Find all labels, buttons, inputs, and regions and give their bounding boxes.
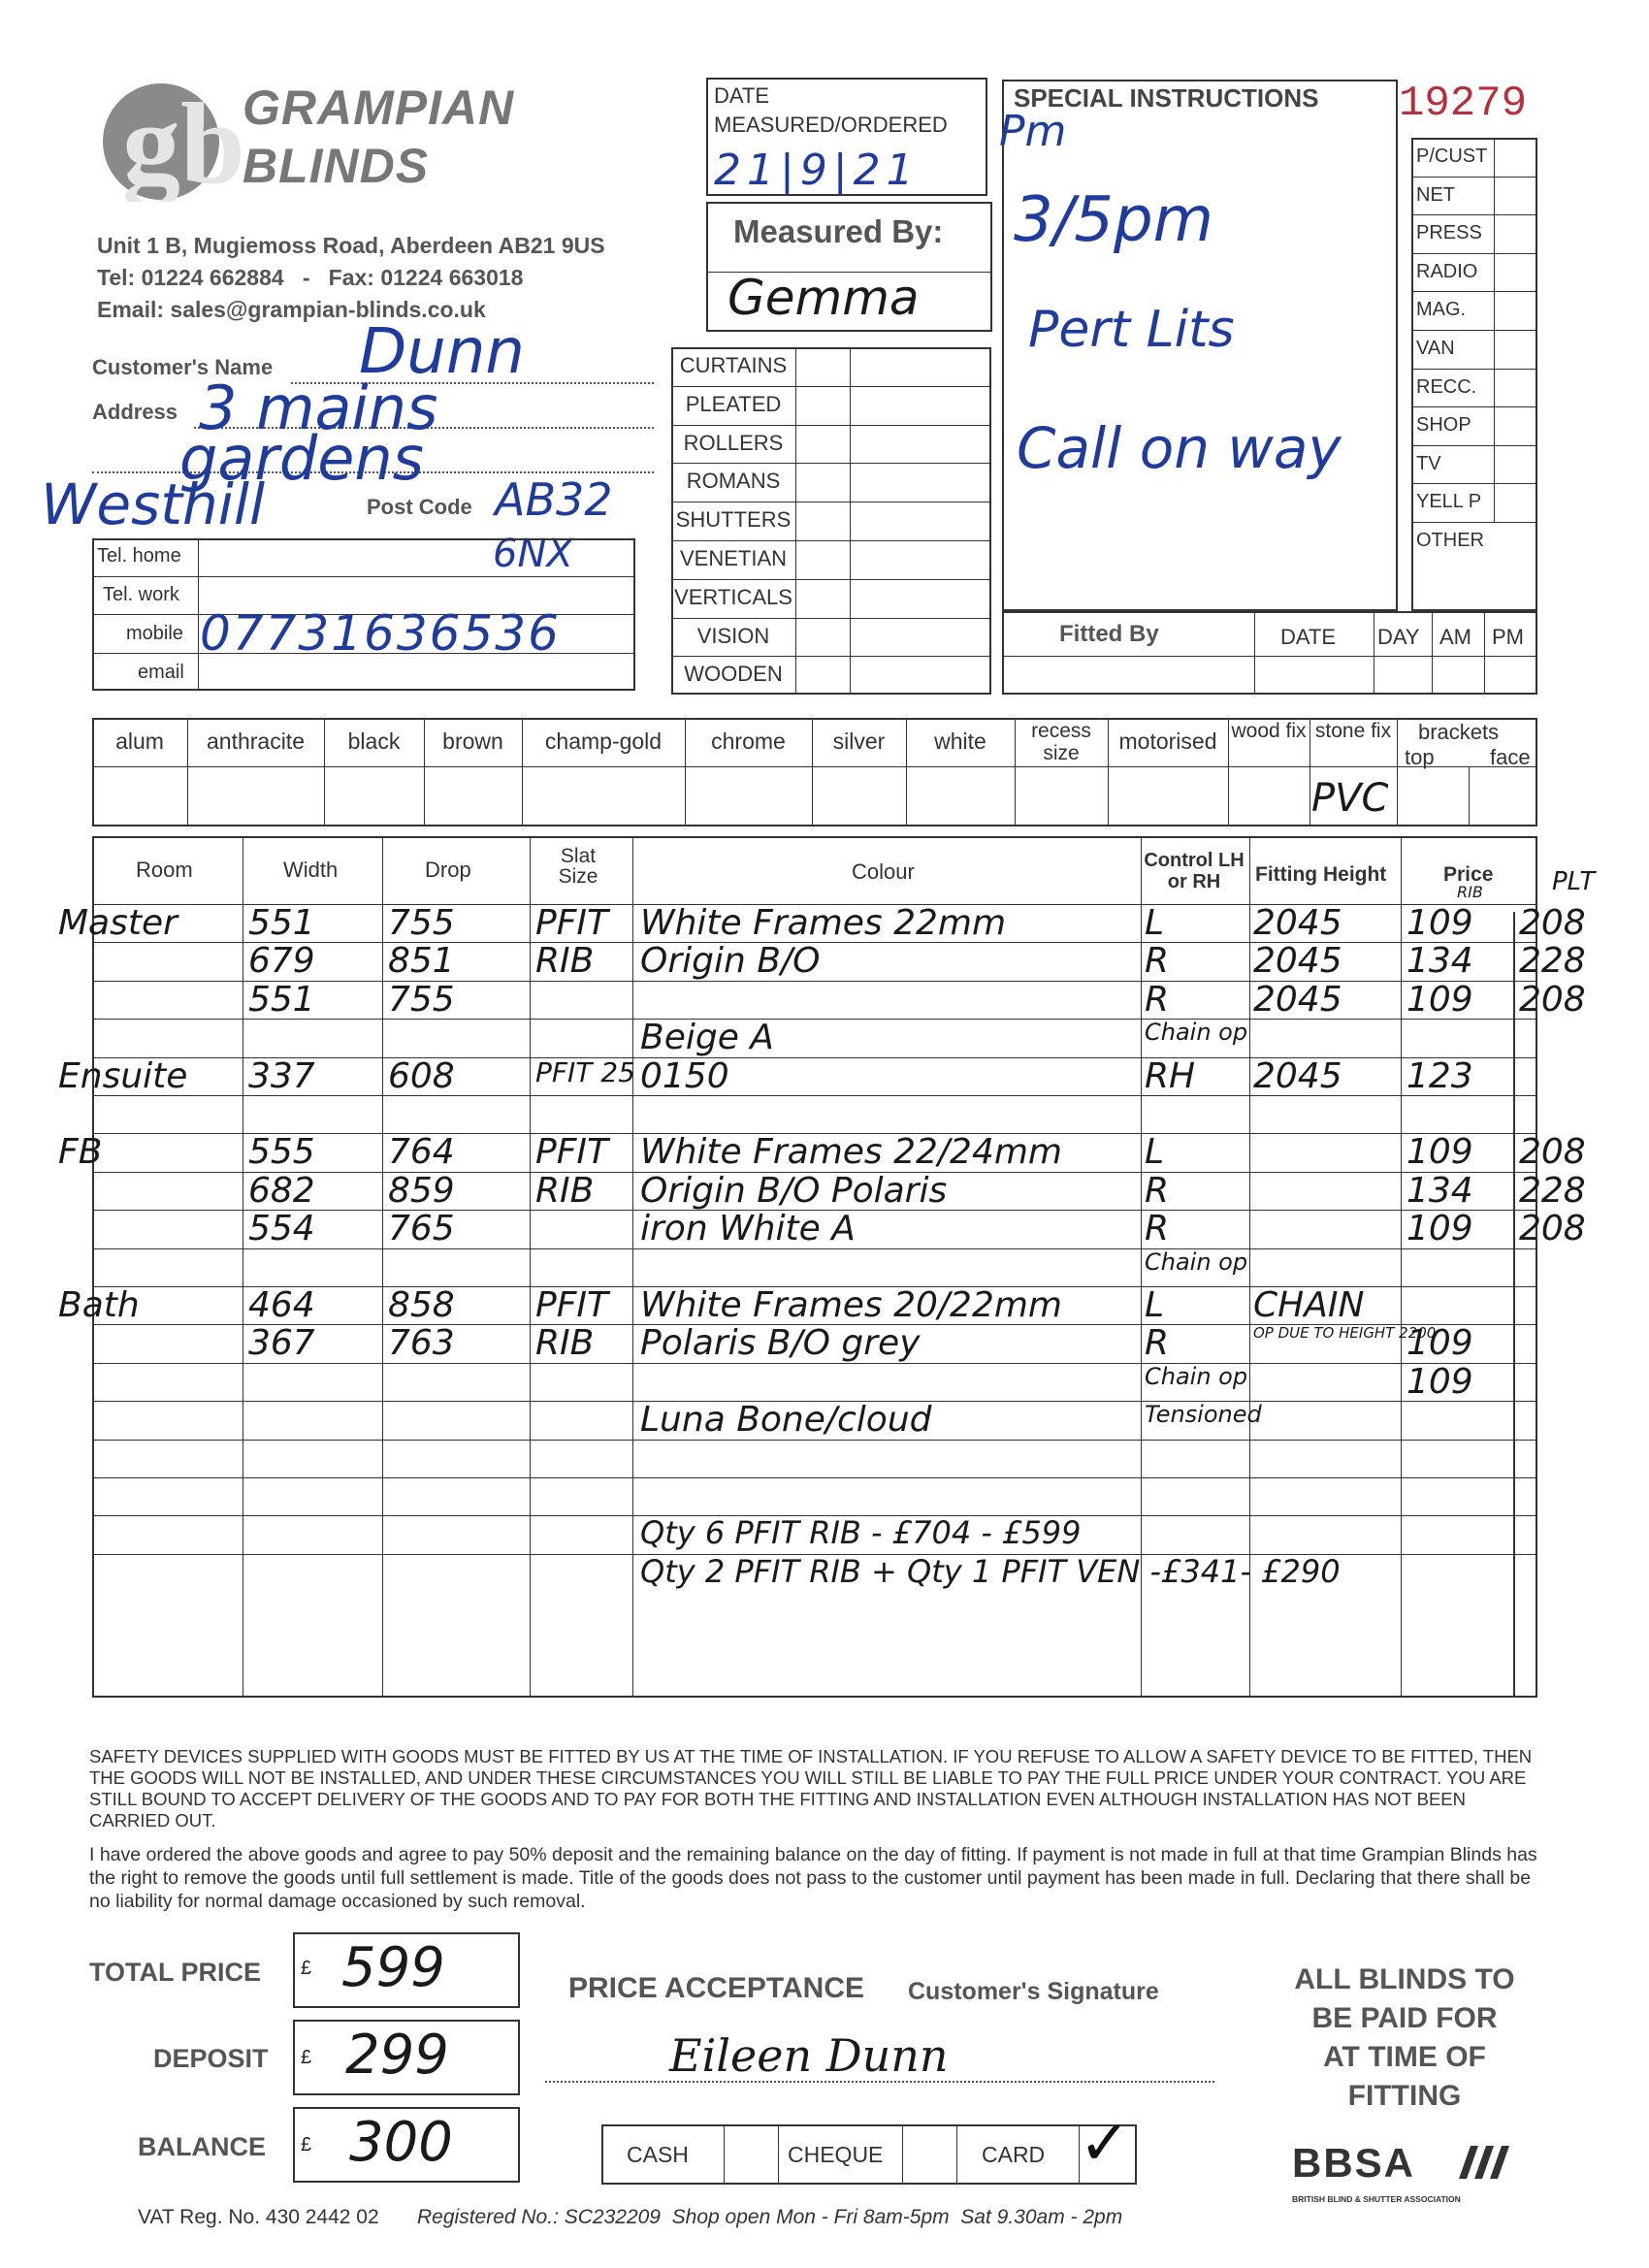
cell-control[interactable]: L: [1145, 1132, 1165, 1173]
address-line-3[interactable]: Westhill: [41, 471, 266, 537]
cell-plt[interactable]: 228: [1519, 1170, 1586, 1211]
mobile-label: mobile: [126, 623, 183, 644]
source-option[interactable]: YELL P: [1416, 491, 1482, 513]
deposit-label: DEPOSIT: [153, 2044, 269, 2073]
cell-price[interactable]: 109: [1406, 1132, 1473, 1173]
cell-price[interactable]: 134: [1406, 941, 1473, 982]
cell-slat[interactable]: RIB: [535, 941, 595, 982]
logo-graphic: [95, 76, 241, 202]
cell-colour[interactable]: Polaris B/O grey: [640, 1323, 921, 1364]
header-width: Width: [283, 858, 339, 882]
customer-signature-label: Customer's Signature: [908, 1978, 1159, 2005]
cell-slat[interactable]: RIB: [535, 1170, 595, 1211]
measured-by-value[interactable]: Gemma: [728, 270, 920, 326]
finish-option[interactable]: alum: [115, 729, 164, 754]
logo-letters: gb: [122, 79, 241, 202]
special-line-1[interactable]: Pm: [999, 107, 1067, 156]
date-label: DATE: [714, 83, 770, 108]
balance-value[interactable]: 300: [349, 2111, 453, 2174]
cell-room[interactable]: FB: [58, 1132, 103, 1173]
cell-plt[interactable]: 208: [1519, 903, 1586, 943]
company-email: Email: sales@grampian-blinds.co.uk: [97, 297, 486, 322]
email-label: email: [138, 662, 184, 683]
finish-option[interactable]: motorised: [1118, 729, 1217, 754]
cell-width[interactable]: 337: [248, 1055, 315, 1096]
notice-line-2: BE PAID FOR: [1311, 2002, 1498, 2034]
bbsa-stripes-icon: [1455, 2146, 1513, 2184]
cell-price[interactable]: 109: [1406, 1209, 1473, 1249]
card-checkmark: ✓: [1079, 2108, 1131, 2178]
cell-colour[interactable]: iron White A: [640, 1209, 856, 1249]
total-price-value[interactable]: 599: [341, 1936, 445, 1999]
header-room: Room: [136, 858, 193, 882]
cell-control[interactable]: Chain op: [1145, 1247, 1248, 1276]
date-value[interactable]: 21|9|21: [714, 146, 920, 195]
source-option[interactable]: NET: [1416, 183, 1455, 206]
customer-name-value[interactable]: Dunn: [359, 316, 525, 388]
mobile-value[interactable]: 07731636536: [200, 605, 561, 662]
special-instructions-label: SPECIAL INSTRUCTIONS: [1014, 83, 1319, 113]
cell-price[interactable]: 109: [1406, 979, 1473, 1020]
cell-colour[interactable]: White Frames 22/24mm: [640, 1132, 1062, 1173]
company-phone: Tel: 01224 662884 - Fax: 01224 663018: [97, 265, 524, 290]
cell-control[interactable]: L: [1145, 903, 1165, 943]
source-option[interactable]: RADIO: [1416, 260, 1478, 282]
payment-cash[interactable]: CASH: [627, 2142, 689, 2167]
product-option[interactable]: CURTAINS: [679, 353, 788, 377]
finish-option[interactable]: brown: [442, 729, 503, 754]
source-option[interactable]: RECC.: [1416, 375, 1477, 398]
tel-work-label: Tel. work: [103, 584, 179, 605]
source-option[interactable]: TV: [1416, 452, 1441, 474]
notice-line-1: ALL BLINDS TO: [1294, 1963, 1515, 1995]
product-option[interactable]: WOODEN: [684, 662, 783, 687]
deposit-value[interactable]: 299: [345, 2024, 449, 2087]
stone-fix-value[interactable]: PVC: [1311, 776, 1389, 821]
cell-drop[interactable]: 858: [388, 1285, 455, 1325]
cell-width[interactable]: 682: [248, 1170, 315, 1211]
safety-terms: SAFETY DEVICES SUPPLIED WITH GOODS MUST BE FITTED BY US AT THE TIME OF INSTALLATION. IF YOU REFUSE TO ALLOW A SAFETY DEVICE TO BE FITTED, THEN THE GOODS WILL NOT BE INSTALLED, AND UNDER THESE CIRCUMSTANCES YOU WILL STILL BE LIABLE TO PAY THE FULL PRICE UNDER YOUR CONTRACT. YOU ARE STILL BOUND TO ACCEPT DELIVERY OF THE GOODS AND TO PAY FOR BOTH THE FITTING AND INSTALLATION EVEN ALTHOUGH INSTALLATION HAS NOT BEEN CARRIED OUT.: [89, 1746, 1533, 1831]
cell-width[interactable]: 679: [248, 941, 315, 982]
cell-fitting[interactable]: CHAIN: [1253, 1285, 1365, 1325]
product-option[interactable]: VERTICALS: [674, 584, 792, 609]
cell-fitting[interactable]: OP DUE TO HEIGHT 2200: [1253, 1324, 1437, 1343]
tel-home-label: Tel. home: [97, 545, 181, 567]
fitted-date-label: DATE: [1280, 625, 1337, 649]
source-option[interactable]: SHOP: [1416, 414, 1471, 437]
customer-signature[interactable]: Eileen Dunn: [669, 2029, 949, 2082]
finish-option[interactable]: champ-gold: [544, 729, 663, 754]
cell-control[interactable]: R: [1145, 1209, 1170, 1249]
cell-plt[interactable]: 208: [1519, 979, 1586, 1020]
header-control: Control LH or RH: [1144, 850, 1245, 892]
cell-drop[interactable]: 755: [388, 979, 455, 1020]
product-option[interactable]: VISION: [696, 623, 770, 648]
product-option[interactable]: SHUTTERS: [675, 507, 792, 533]
finish-option[interactable]: anthracite: [206, 729, 305, 754]
vat-number: VAT Reg. No. 430 2442 02: [138, 2206, 379, 2228]
brackets-top-label: top: [1405, 745, 1435, 769]
cell-control[interactable]: Chain op: [1145, 1362, 1248, 1390]
cell-price[interactable]: 109: [1406, 903, 1473, 943]
cell-width[interactable]: 367: [248, 1323, 315, 1364]
cell-drop[interactable]: 608: [388, 1055, 455, 1096]
order-number: 19279: [1399, 80, 1528, 128]
header-price: Price: [1443, 863, 1494, 886]
postcode-value-2[interactable]: 6NX: [493, 532, 573, 576]
total-price-label: TOTAL PRICE: [89, 1958, 262, 1987]
measured-by-label: Measured By:: [733, 213, 944, 249]
cell-drop[interactable]: 763: [388, 1323, 455, 1364]
cell-slat[interactable]: PFIT: [535, 1285, 609, 1325]
cell-drop[interactable]: 851: [388, 941, 455, 982]
deposit-currency: £: [301, 2047, 312, 2068]
finish-option[interactable]: silver: [832, 729, 886, 754]
cell-drop[interactable]: 765: [388, 1209, 455, 1249]
finish-option[interactable]: black: [347, 729, 401, 754]
balance-currency: £: [301, 2134, 312, 2155]
finish-option[interactable]: wood fix: [1231, 720, 1307, 742]
notice-line-3: AT TIME OF: [1323, 2041, 1486, 2073]
cell-colour[interactable]: Origin B/O Polaris: [640, 1170, 948, 1211]
header-drop: Drop: [425, 858, 471, 882]
fitted-pm-label: PM: [1492, 625, 1524, 649]
cell-fitting[interactable]: 2045: [1253, 1055, 1342, 1096]
finish-option[interactable]: white: [934, 729, 986, 754]
source-option[interactable]: P/CUST: [1416, 146, 1488, 167]
cell-colour[interactable]: Qty 2 PFIT RIB + Qty 1 PFIT VEN -£341- £290: [640, 1552, 1341, 1590]
special-line-4[interactable]: Call on way: [1017, 415, 1342, 481]
cell-control[interactable]: Tensioned: [1145, 1401, 1262, 1429]
cell-width[interactable]: 554: [248, 1209, 315, 1249]
address-line-2[interactable]: gardens: [179, 423, 424, 494]
customer-name-label: Customer's Name: [92, 355, 274, 379]
order-terms: I have ordered the above goods and agree to pay 50% deposit and the remaining balance on the day of fitting. If payment is not made in full at that time Grampian Blinds has the right to remove the goods until full settlement is made. Title of the goods does not pass to the customer until payment has been made in full. Declaring that there shall be no liability for normal damage occasioned by such removal.: [89, 1844, 1537, 1912]
product-option[interactable]: ROMANS: [686, 469, 781, 494]
cell-colour[interactable]: White Frames 22mm: [640, 903, 1007, 943]
product-option[interactable]: ROLLERS: [683, 430, 784, 455]
cell-fitting[interactable]: 2045: [1253, 979, 1342, 1020]
cell-control[interactable]: Chain op: [1145, 1019, 1248, 1047]
cell-drop[interactable]: 859: [388, 1170, 455, 1211]
cell-slat[interactable]: PFIT: [535, 1132, 609, 1173]
header-plt: PLT: [1552, 867, 1596, 896]
cell-room[interactable]: Master: [58, 903, 178, 943]
cell-control[interactable]: R: [1145, 979, 1170, 1020]
cell-colour[interactable]: Qty 6 PFIT RIB - £704 - £599: [640, 1514, 1082, 1552]
cell-control[interactable]: RH: [1145, 1055, 1196, 1096]
cell-fitting[interactable]: 2045: [1253, 903, 1342, 943]
balance-label: BALANCE: [138, 2132, 266, 2161]
cell-slat[interactable]: RIB: [535, 1323, 595, 1364]
finish-option[interactable]: chrome: [711, 729, 786, 754]
price-acceptance-title: PRICE ACCEPTANCE: [568, 1972, 865, 2004]
cell-control[interactable]: R: [1145, 941, 1170, 982]
company-name-line1: GRAMPIAN: [242, 81, 515, 135]
cell-control[interactable]: R: [1145, 1323, 1170, 1364]
finish-option[interactable]: stone fix: [1314, 720, 1392, 742]
notice-line-4: FITTING: [1347, 2080, 1462, 2112]
cell-colour[interactable]: Origin B/O: [640, 941, 821, 982]
cell-width[interactable]: 555: [248, 1132, 315, 1173]
cell-price[interactable]: 134: [1406, 1170, 1473, 1211]
total-currency: £: [301, 1958, 312, 1979]
company-address: Unit 1 B, Mugiemoss Road, Aberdeen AB21 9US: [97, 233, 605, 258]
address-label: Address: [92, 400, 178, 424]
company-logo: [95, 76, 241, 202]
cell-plt[interactable]: 228: [1519, 941, 1586, 982]
product-option[interactable]: PLEATED: [685, 391, 782, 416]
source-option[interactable]: MAG.: [1416, 299, 1467, 321]
registered-number: Registered No.: SC232209 Shop open Mon - Fri 8am-5pm Sat 9.30am - 2pm: [417, 2206, 1123, 2228]
cell-slat[interactable]: PFIT: [535, 903, 609, 943]
special-line-2[interactable]: 3/5pm: [1014, 184, 1213, 256]
postcode-value-1[interactable]: AB32: [495, 473, 613, 526]
fitted-day-label: DAY: [1377, 625, 1420, 649]
payment-cheque[interactable]: CHEQUE: [788, 2142, 884, 2167]
cell-drop[interactable]: 755: [388, 903, 455, 943]
cell-price[interactable]: 109: [1406, 1361, 1473, 1402]
source-option[interactable]: VAN: [1416, 338, 1455, 359]
address-line-1[interactable]: 3 mains: [199, 373, 438, 443]
cell-drop[interactable]: 764: [388, 1132, 455, 1173]
brackets-face-label: face: [1490, 745, 1531, 769]
cell-width[interactable]: 551: [248, 979, 315, 1020]
bbsa-logo: BBSA: [1292, 2140, 1416, 2186]
cell-colour[interactable]: White Frames 20/22mm: [640, 1285, 1062, 1325]
cell-control[interactable]: R: [1145, 1170, 1170, 1211]
header-price-sub: RIB: [1457, 883, 1483, 901]
header-fitting: Fitting Height: [1255, 863, 1387, 886]
cell-colour[interactable]: 0150: [640, 1055, 729, 1096]
cell-width[interactable]: 551: [248, 903, 315, 943]
cell-width[interactable]: 464: [248, 1285, 315, 1325]
product-option[interactable]: VENETIAN: [679, 546, 788, 570]
cell-plt[interactable]: 208: [1519, 1209, 1586, 1249]
cell-colour[interactable]: Beige A: [640, 1018, 774, 1058]
cell-plt[interactable]: 208: [1519, 1132, 1586, 1173]
postcode-label: Post Code: [367, 495, 472, 519]
bbsa-text: BRITISH BLIND & SHUTTER ASSOCIATION: [1292, 2194, 1461, 2204]
header-slat: Slat Size: [558, 845, 598, 888]
cell-colour[interactable]: Luna Bone/cloud: [640, 1400, 932, 1441]
cell-price[interactable]: 109: [1406, 1323, 1473, 1364]
fitted-by-label: Fitted By: [1059, 621, 1159, 647]
brackets-label: brackets: [1418, 720, 1500, 744]
finish-option[interactable]: recess size: [1031, 720, 1091, 765]
cell-control[interactable]: L: [1145, 1285, 1165, 1325]
cell-room[interactable]: Bath: [58, 1285, 140, 1325]
payment-card[interactable]: CARD: [982, 2142, 1046, 2167]
cell-slat[interactable]: PFIT 25: [535, 1055, 635, 1088]
fitted-am-label: AM: [1439, 625, 1471, 649]
measured-ordered-label: MEASURED/ORDERED: [714, 113, 948, 137]
cell-price[interactable]: 123: [1406, 1055, 1473, 1096]
special-line-3[interactable]: Pert Lits: [1028, 301, 1235, 359]
cell-fitting[interactable]: 2045: [1253, 941, 1342, 982]
cell-room[interactable]: Ensuite: [58, 1055, 188, 1096]
source-option[interactable]: PRESS: [1416, 222, 1482, 244]
source-option[interactable]: OTHER: [1416, 530, 1484, 551]
company-name-line2: BLINDS: [242, 139, 430, 193]
header-colour: Colour: [852, 859, 915, 884]
